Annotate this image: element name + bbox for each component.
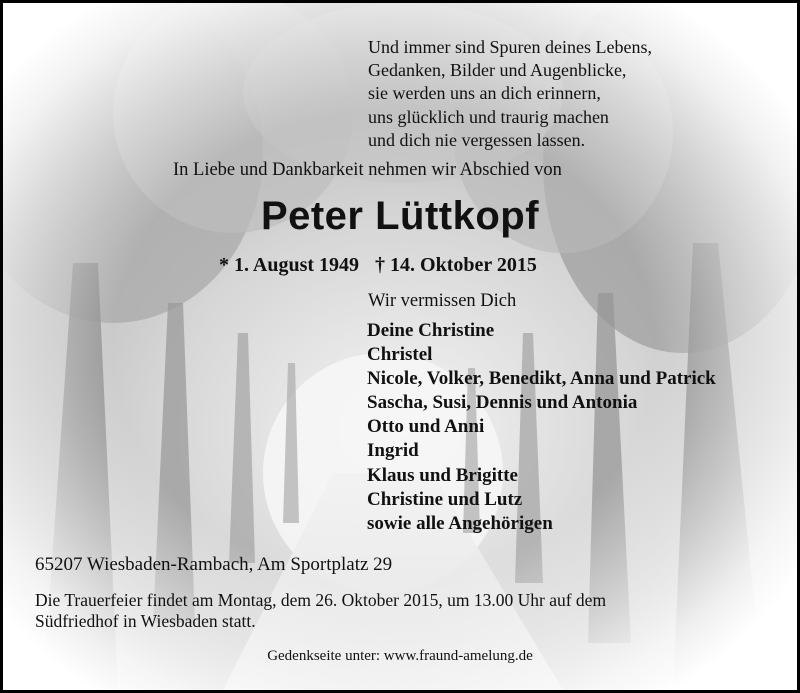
life-dates xyxy=(219,254,537,277)
death-date: † 14. Oktober 2015 xyxy=(375,254,537,276)
mourner-entry: Ingrid xyxy=(367,440,419,462)
service-line: Die Trauerfeier findet am Montag, dem 26. Oktober 2015, um 13.00 Uhr auf dem xyxy=(35,590,607,610)
mourner-entry: sowie alle Angehörigen xyxy=(367,512,553,534)
poem-line: und dich nie vergessen lassen. xyxy=(368,129,586,150)
mourner-entry: Christine und Lutz xyxy=(367,488,523,510)
mourner-entry: Nicole, Volker, Benedikt, Anna und Patrick xyxy=(367,368,716,390)
mourner-entry: Christel xyxy=(367,344,433,366)
farewell-intro: In Liebe und Dankbarkeit nehmen wir Abschied von xyxy=(173,160,562,180)
poem-line: sie werden uns an dich erinnern, xyxy=(368,83,601,104)
memorial-poem xyxy=(368,36,652,152)
mourner-entry: Sascha, Susi, Dennis und Antonia xyxy=(367,392,638,414)
funeral-service-info xyxy=(35,590,606,632)
service-line: Südfriedhof in Wiesbaden statt. xyxy=(35,611,256,631)
birth-date: * 1. August 1949 xyxy=(219,254,360,276)
poem-line: Gedanken, Bilder und Augenblicke, xyxy=(368,60,627,81)
mourner-entry: Klaus und Brigitte xyxy=(367,464,518,486)
family-address: 65207 Wiesbaden-Rambach, Am Sportplatz 29 xyxy=(35,554,393,575)
poem-line: uns glücklich und traurig machen xyxy=(368,106,609,127)
mourner-entry: Otto und Anni xyxy=(367,416,485,438)
miss-line: Wir vermissen Dich xyxy=(368,291,517,311)
memorial-page-link: Gedenkseite unter: www.fraund-amelung.de xyxy=(267,648,533,664)
deceased-name: Peter Lüttkopf xyxy=(260,194,540,238)
poem-line: Und immer sind Spuren deines Lebens, xyxy=(368,37,652,57)
mourners-list xyxy=(367,319,716,536)
mourner-entry: Deine Christine xyxy=(367,320,495,341)
